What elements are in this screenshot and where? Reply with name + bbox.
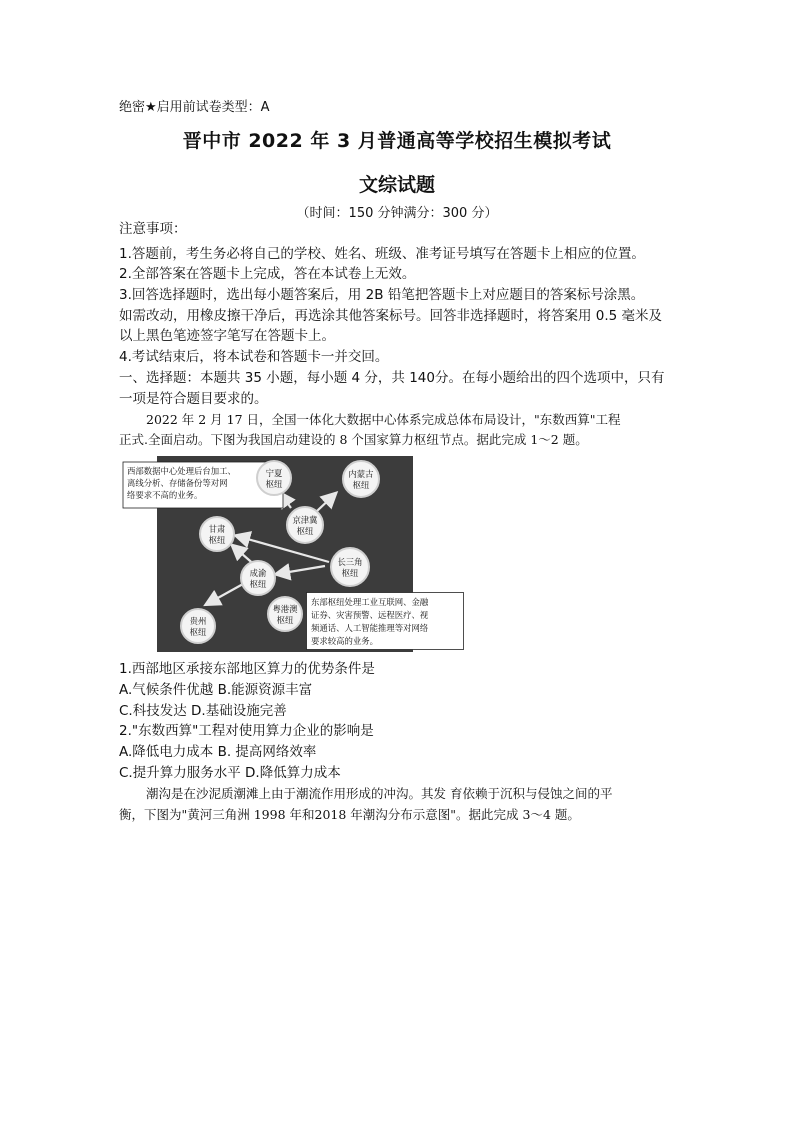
east-note-line: 要求较高的业务。 (311, 636, 378, 646)
node-label: 枢纽 (265, 479, 283, 489)
node-neimenggu (343, 461, 379, 497)
node-guizhou (181, 609, 215, 643)
node-label: 内蒙古 (348, 469, 374, 479)
node-label: 成渝 (249, 568, 267, 578)
note-item: 4.考试结束后，将本试卷和答题卡一并交回。 (119, 349, 389, 365)
confidential-label: 绝密★启用前试卷类型：A (119, 100, 270, 115)
passage1-line: 正式.全面启动。下图为我国启动建设的 8 个国家算力枢纽节点。据此完成 1～2 题。 (119, 432, 588, 447)
node-ningxia (257, 461, 291, 495)
node-yuegangao (268, 597, 302, 631)
exam-time: （时间：150 分钟满分：300 分） (296, 206, 498, 221)
node-label: 枢纽 (296, 526, 314, 536)
node-changsanjiao (331, 548, 369, 586)
node-chengyu (241, 561, 275, 595)
east-note-line: 证券、灾害预警、远程医疗、视 (311, 610, 429, 620)
exam-title: 晋中市 2022 年 3 月普通高等学校招生模拟考试 (182, 130, 612, 152)
node-gansu (200, 517, 234, 551)
passage2-line: 潮沟是在沙泥质潮滩上由于潮流作用形成的冲沟。其发 育依赖于沉积与侵蚀之间的平 (146, 786, 613, 801)
node-label: 枢纽 (249, 579, 267, 589)
east-note-line: 频通话、人工智能推理等对网络 (311, 623, 429, 633)
notes-heading: 注意事项： (119, 221, 187, 237)
note-item: 1.答题前，考生务必将自己的学校、姓名、班级、准考证号填写在答题卡上相应的位置。 (119, 246, 645, 262)
node-label: 京津冀 (292, 515, 318, 525)
question-2-options: C.提升算力服务水平 D.降低算力成本 (119, 765, 341, 781)
question-2-stem: 2."东数西算"工程对使用算力企业的影响是 (119, 723, 374, 739)
section-heading-cont: 一项是符合题目要求的。 (119, 391, 268, 407)
question-2-options: A.降低电力成本 B. 提高网络效率 (119, 744, 317, 760)
note-item: 2.全部答案在答题卡上完成，答在本试卷上无效。 (119, 266, 416, 282)
node-label: 枢纽 (352, 480, 370, 490)
east-note-line: 东部枢纽处理工业互联网、金融 (311, 597, 429, 607)
question-1-options: A.气候条件优越 B.能源资源丰富 (119, 682, 313, 698)
node-label: 枢纽 (341, 568, 359, 578)
west-note-line: 西部数据中心处理后台加工、 (127, 466, 236, 476)
west-note-line: 络要求不高的业务。 (127, 490, 203, 500)
passage2-line: 衡，下图为"黄河三角洲 1998 年和2018 年潮沟分布示意图"。据此完成 3～4 题。 (119, 807, 580, 822)
node-label: 粤港澳 (272, 604, 298, 614)
note-item: 如需改动，用橡皮擦干净后，再选涂其他答案标号。回答非选择题时，将答案用 0.5 毫米及 (119, 308, 663, 324)
node-jingjinji (287, 507, 323, 543)
node-label: 长三角 (337, 557, 363, 567)
question-1-options: C.科技发达 D.基础设施完善 (119, 703, 287, 719)
exam-subtitle: 文综试题 (358, 174, 435, 196)
section-heading: 一、选择题：本题共 35 小题，每小题 4 分，共 140分。在每小题给出的四个选项中，只有 (119, 370, 665, 386)
node-label: 枢纽 (276, 615, 294, 625)
node-label: 贵州 (189, 616, 207, 626)
note-item: 3.回答选择题时，选出每小题答案后，用 2B 铅笔把答题卡上对应题目的答案标号涂黑。 (119, 287, 645, 303)
west-note-line: 离线分析、存储备份等对网 (127, 478, 228, 488)
node-label: 宁夏 (265, 468, 283, 478)
question-1-stem: 1.西部地区承接东部地区算力的优势条件是 (119, 661, 375, 677)
node-label: 枢纽 (189, 627, 207, 637)
east-note (306, 592, 464, 650)
passage1-line: 2022 年 2 月 17 日，全国一体化大数据中心体系完成总体布局设计，"东数西算"工程 (146, 412, 621, 427)
node-label: 枢纽 (208, 535, 226, 545)
node-label: 甘肃 (208, 524, 226, 534)
note-item: 以上黑色笔迹签字笔写在答题卡上。 (119, 328, 335, 344)
